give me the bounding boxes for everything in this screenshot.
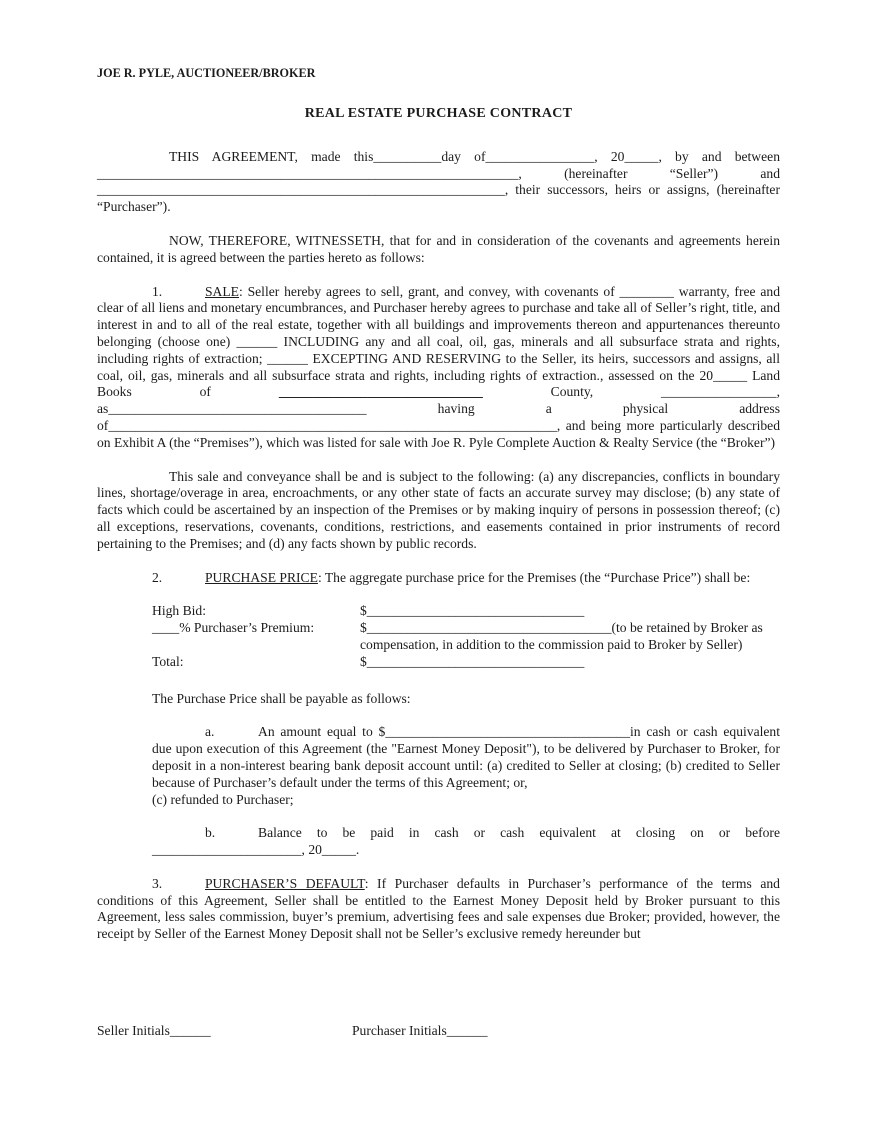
purchasers-premium-label: ____% Purchaser’s Premium: (152, 620, 315, 636)
total-blank: $________________________________ (360, 653, 585, 669)
section-purchasers-default (97, 876, 780, 943)
initials-row (97, 1023, 780, 1040)
total-label: Total: (152, 653, 184, 669)
price-row-total (152, 654, 780, 671)
section-purchase-price-number: 2. (152, 569, 163, 585)
high-bid-label: High Bid: (152, 603, 207, 619)
section-sale-body-b: County, _________________, as______________________________________ having a physical address of__________________________________________________________________, and being more particularly described on Exhibit A (the “Premises”), which was listed for sale with Joe R. Pyle Complete Auction & Realty Service (the “Broker”) (97, 384, 780, 450)
section-purchasers-default-body: : If Purchaser defaults in Purchaser’s performance of the terms and conditions of this Agreement, Seller shall be entitled to the Earnest Money Deposit held by Broker pursuant to this Agreement, less sales commission, buyer’s premium, advertising fees and sale expenses due Broker; provided, however, the receipt by Seller of the Earnest Money Deposit shall not be Seller’s exclusive remedy hereunder but (97, 875, 780, 942)
subject-to-paragraph: This sale and conveyance shall be and is subject to the following: (a) any discrepancies, conflicts in boundary lines, shortage/overage in area, encroachments, or any other state of facts an accurate survey may disclose; (b) any state of facts which could be ascertained by an inspection of the Premises or by making inquiry of persons in possession thereof; (c) all exceptions, reservations, covenants, conditions, restrictions, and easements contained in prior instruments of record pertaining to the Premises; and (d) any facts shown by public records. (97, 468, 780, 551)
county-fill-in-blank: ______________________________ (278, 384, 483, 400)
seller-initials: Seller Initials______ (97, 1023, 211, 1039)
section-sale (97, 284, 780, 452)
price-row-high-bid (152, 603, 780, 620)
witnesseth-paragraph: NOW, THEREFORE, WITNESSETH, that for and in consideration of the covenants and agreements herein contained, it is agreed between the parties hereto as follows: (97, 232, 780, 265)
price-table (152, 603, 780, 670)
letterhead: JOE R. PYLE, AUCTIONEER/BROKER (97, 66, 316, 80)
payment-item-a-text2: (c) refunded to Purchaser; (152, 791, 294, 807)
section-sale-body-a: : Seller hereby agrees to sell, grant, and convey, with covenants of ________ warranty, free and clear of all liens and monetary encumbrances, and Purchaser hereby agrees to purchase and take all of Seller’s right, title, and interest in and to all of the real estate, together with all buildings and improvements thereon and appurtenances thereunto belonging (choose one) ______ INCLUDING any and all coal, oil, gas, minerals and all subsurface strata and rights, including rights of extraction; ______ EXCEPTING AND RESERVING to the Seller, its heirs, successors and assigns, all coal, oil, gas, minerals and all subsurface strata and rights, including rights of extraction., assessed on the 20_____ Land Books of (97, 283, 780, 400)
payment-item-b-text: Balance to be paid in cash or cash equivalent at closing on or before ______________________, 20_____. (152, 825, 780, 858)
payment-item-a (152, 724, 780, 808)
payment-item-a-marker: a. (205, 724, 215, 740)
purchasers-premium-blank: $____________________________________(to be retained by Broker as compensation, in addition to the commission paid to Broker by Seller) (360, 620, 763, 652)
section-sale-number: 1. (152, 283, 163, 299)
price-row-premium (152, 620, 780, 654)
section-purchasers-default-number: 3. (152, 875, 163, 891)
section-sale-heading: SALE (205, 283, 239, 299)
payment-item-b-marker: b. (205, 825, 216, 841)
payment-item-a-text: An amount equal to $____________________________________in cash or cash equivalent due upon execution of this Agreement (the "Earnest Money Deposit"), to be delivered by Purchaser to Broker, for deposit in a non-interest bearing bank deposit account until: (a) credited to Seller at closing; (b) credited to Seller because of Purchaser’s default under the terms of this Agreement; or, (152, 724, 780, 790)
section-purchasers-default-heading: PURCHASER’S DEFAULT (205, 875, 365, 891)
document-title: REAL ESTATE PURCHASE CONTRACT (304, 106, 573, 121)
intro-paragraph: THIS AGREEMENT, made this__________day of________________, 20_____, by and between ______________________________________________________________, (hereinafter “Seller”) and ____________________________________________________________, their successors, heirs or assigns, (hereinafter “Purchaser”). (97, 148, 780, 215)
section-purchase-price (97, 570, 780, 587)
payable-intro: The Purchase Price shall be payable as follows: (152, 690, 411, 706)
high-bid-blank: $________________________________ (360, 603, 585, 619)
section-purchase-price-heading: PURCHASE PRICE (205, 569, 318, 585)
section-purchase-price-body: : The aggregate purchase price for the Premises (the “Purchase Price”) shall be: (317, 569, 751, 585)
payment-item-b (152, 825, 780, 859)
purchaser-initials: Purchaser Initials______ (352, 1023, 488, 1039)
